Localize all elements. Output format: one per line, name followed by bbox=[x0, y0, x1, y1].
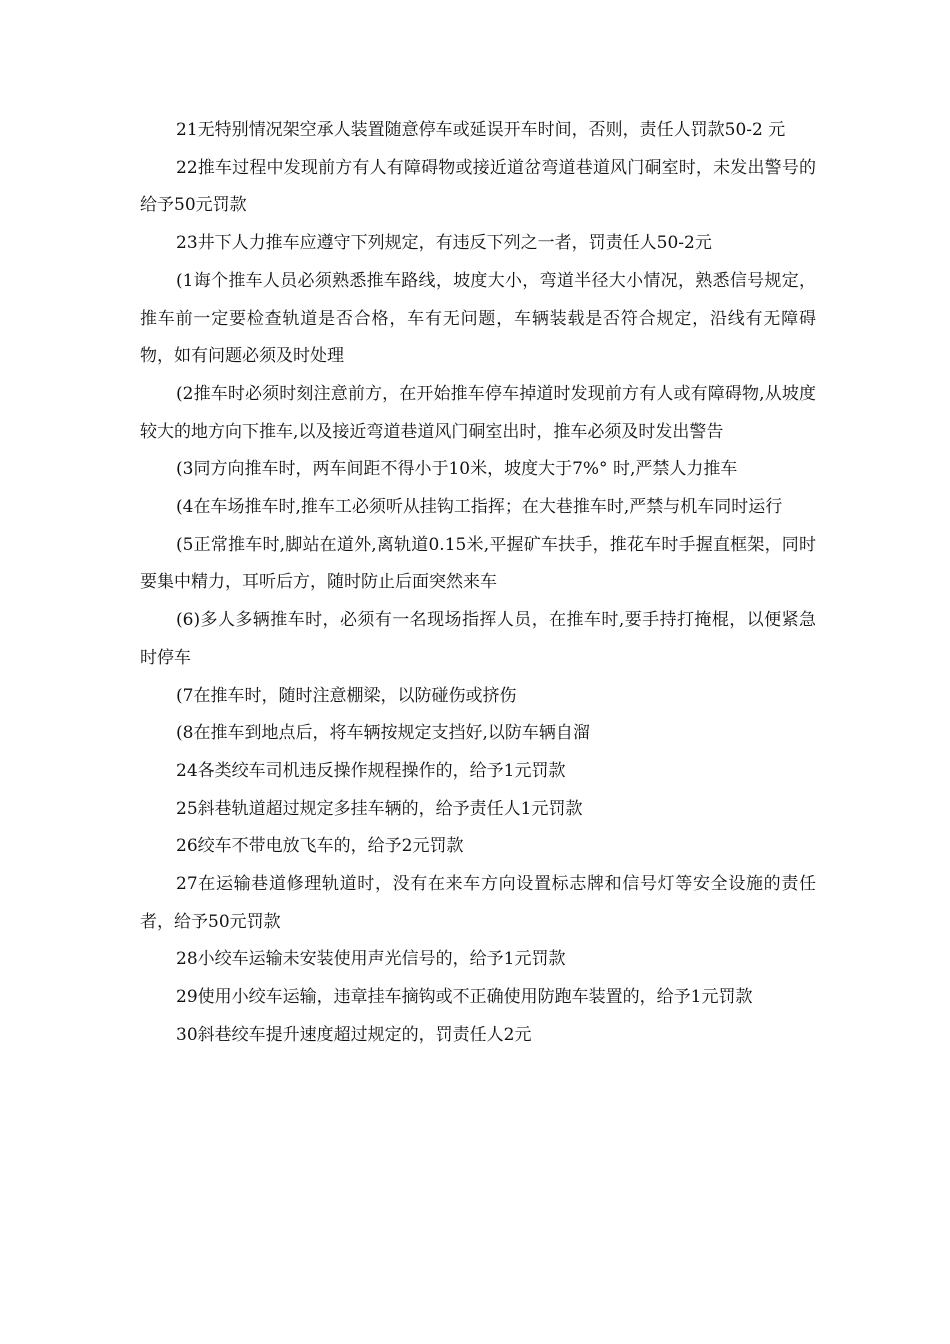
paragraph-28: 28小绞车运输未安装使用声光信号的，给予1元罚款 bbox=[176, 949, 566, 970]
paragraph-23-item-5: (5正常推车时,脚站在道外,离轨道0.15米,平握矿车扶手，推花车时手握直框架，同时要集中精力，耳听后方，随时防止后面突然来车 bbox=[140, 534, 816, 593]
paragraph-24: 24各类绞车司机违反操作规程操作的，给予1元罚款 bbox=[176, 760, 566, 781]
paragraph-23-item-2: (2推车时必须时刻注意前方，在开始推车停车掉道时发现前方有人或有障碍物,从坡度较大的地方向下推车,以及接近弯道巷道风门硐室出时，推车必须及时发出警告 bbox=[140, 383, 816, 442]
document-body bbox=[140, 112, 816, 1055]
paragraph-25: 25斜巷轨道超过规定多挂车辆的，给予责任人1元罚款 bbox=[176, 798, 583, 819]
paragraph-23-item-8: (8在推车到地点后，将车辆按规定支挡好,以防车辆自溜 bbox=[176, 723, 590, 744]
paragraph-23-item-7: (7在推车时，随时注意棚梁，以防碰伤或挤伤 bbox=[176, 685, 517, 706]
paragraph-26: 26绞车不带电放飞车的，给予2元罚款 bbox=[176, 836, 464, 857]
paragraph-23-item-3: (3同方向推车时，两车间距不得小于10米，坡度大于7%° 时,严禁人力推车 bbox=[176, 459, 738, 480]
paragraph-29: 29使用小绞车运输，违章挂车摘钩或不正确使用防跑车装置的，给予1元罚款 bbox=[176, 987, 753, 1008]
paragraph-23: 23井下人力推车应遵守下列规定，有违反下列之一者，罚责任人50-2元 bbox=[176, 233, 712, 254]
paragraph-22: 22推车过程中发现前方有人有障碍物或接近道岔弯道巷道风门硐室时，未发出警号的给予50元罚款 bbox=[140, 157, 816, 216]
paragraph-27: 27在运输巷道修理轨道时，没有在来车方向设置标志牌和信号灯等安全设施的责任者，给予50元罚款 bbox=[140, 874, 816, 932]
paragraph-21: 21无特别情况架空承人装置随意停车或延误开车时间，否则，责任人罚款50-2 元 bbox=[176, 120, 786, 140]
paragraph-23-item-4: (4在车场推车时,推车工必须听从挂钩工指挥；在大巷推车时,严禁与机车同时运行 bbox=[176, 497, 783, 518]
paragraph-30: 30斜巷绞车提升速度超过规定的，罚责任人2元 bbox=[176, 1024, 532, 1045]
paragraph-23-item-6: (6)多人多辆推车时，必须有一名现场指挥人员，在推车时,要手持打掩棍，以便紧急时停车 bbox=[140, 610, 816, 668]
paragraph-23-item-1: (1诲个推车人员必须熟悉推车路线，坡度大小，弯道半径大小情况，熟悉信号规定，推车前一定要检查轨道是否合格，车有无问题，车辆装载是否符合规定，沿线有无障碍物，如有问题必须及时处理 bbox=[140, 270, 816, 367]
